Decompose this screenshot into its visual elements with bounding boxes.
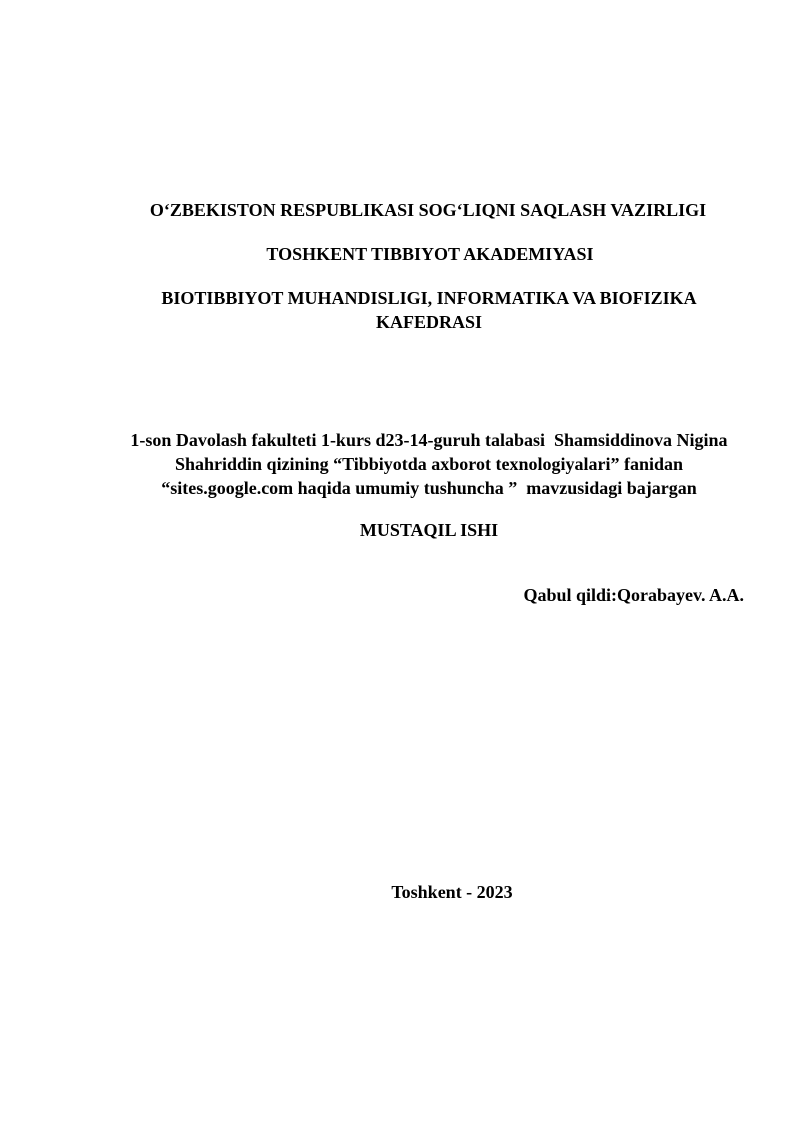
department-heading-line1: BIOTIBBIYOT MUHANDISLIGI, INFORMATIKA VA BIOFIZIKA (161, 288, 697, 308)
department-heading-line2: KAFEDRASI (375, 312, 482, 332)
academy-heading: TOSHKENT TIBBIYOT AKADEMIYASI (266, 244, 594, 264)
description-line2: Shahriddin qizining “Tibbiyotda axborot texnologiyalari” fanidan (175, 454, 683, 474)
description-line3: “sites.google.com haqida umumiy tushuncha ” mavzusidagi bajargan (161, 478, 697, 498)
footer-city-year: Toshkent - 2023 (391, 882, 513, 902)
description-line1: 1-son Davolash fakulteti 1-kurs d23-14-guruh talabasi Shamsiddinova Nigina (130, 430, 728, 450)
accepted-by: Qabul qildi:Qorabayev. A.A. (523, 585, 744, 605)
ministry-heading: O‘ZBEKISTON RESPUBLIKASI SOG‘LIQNI SAQLASH VAZIRLIGI (149, 200, 707, 220)
work-title: MUSTAQIL ISHI (359, 520, 499, 540)
